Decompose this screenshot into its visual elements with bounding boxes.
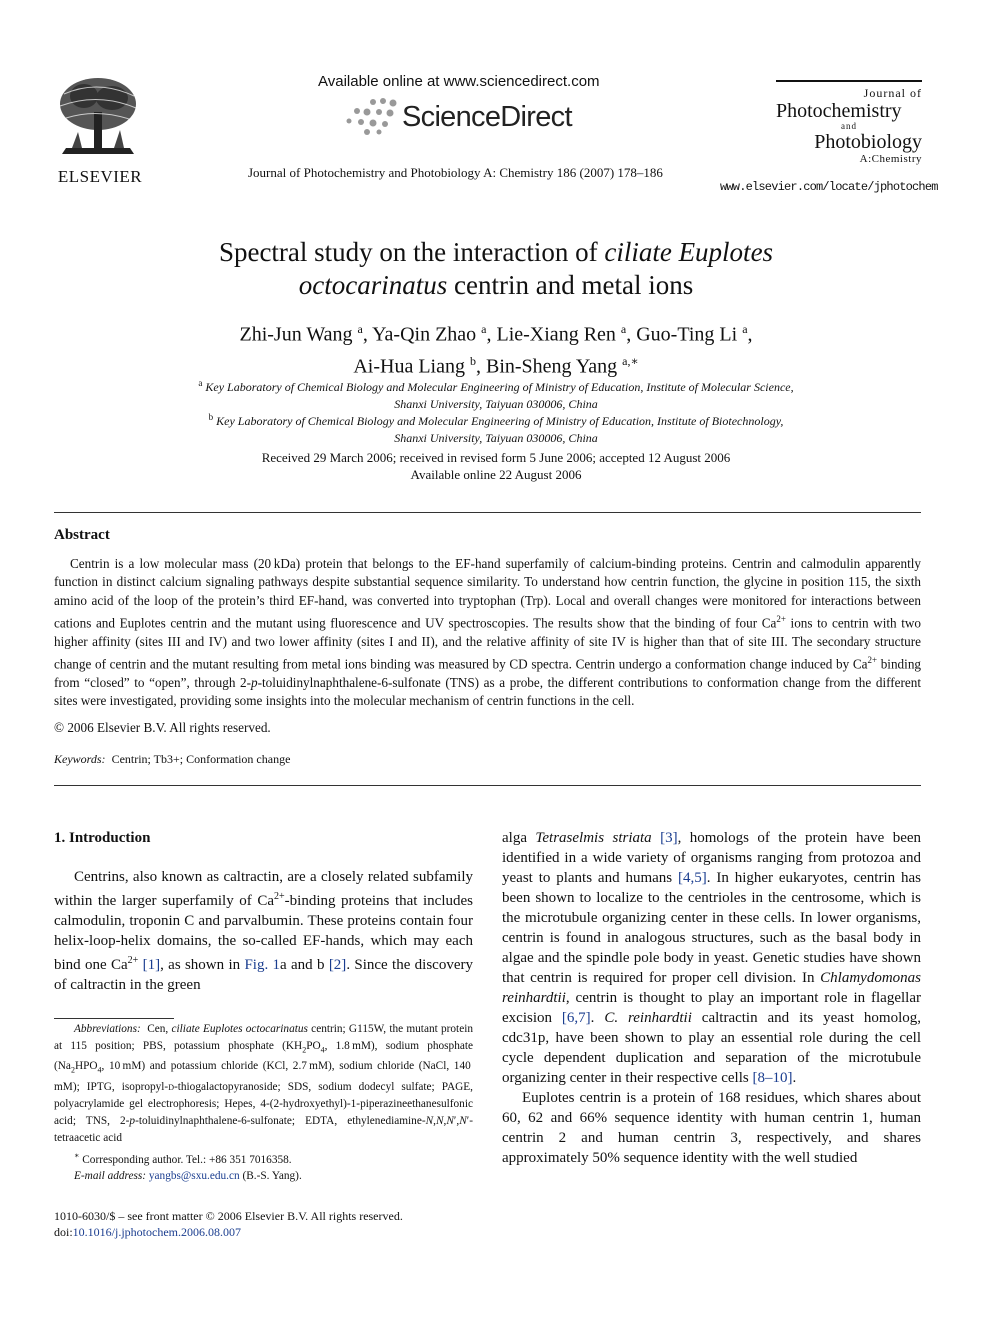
keywords-label: Keywords: bbox=[54, 752, 106, 766]
ref-link[interactable]: [6,7] bbox=[561, 1010, 591, 1026]
doi-line bbox=[54, 1224, 403, 1240]
keywords-values: Centrin; Tb3+; Conformation change bbox=[111, 752, 291, 766]
affil-line2: Shanxi University, Taiyuan 030006, China bbox=[394, 431, 598, 445]
journal-box-rule bbox=[776, 80, 922, 82]
email-link[interactable]: yangbs@sxu.edu.cn bbox=[148, 1170, 240, 1183]
ref-link[interactable]: [2] bbox=[328, 957, 347, 973]
title-italic1: ciliate Euplotes bbox=[604, 237, 774, 267]
journal-url[interactable]: www.elsevier.com/locate/jphotochem bbox=[720, 180, 938, 194]
publisher-name: ELSEVIER bbox=[57, 167, 143, 186]
ref-link[interactable]: [3] bbox=[660, 830, 678, 846]
intro-paragraph-1: Centrins, also known as caltractin, are a closely related subfamily within the larger superfamily of $Ca^{2+}$-binding proteins that includes calmodulin, troponin C and parvalbumin. These proteins contain four helix-loop-helix domains, the so-called EF-hands, which may each bind one $Ca^{2+}$ [1], as shown in Fig. 1a and b [2]. Since the discovery of caltractin in the green bbox=[54, 869, 473, 993]
abstract-text: Centrin is a low molecular mass (20 kDa) protein that belongs to the EF-hand superfamily of calcium-binding proteins. Centrin and calmodulin apparently function in distinct calcium signaling pathways despite substantial sequence similarity. To understand how centrin function, the glycine in position 115, the sixth amino acid of the loop of the protein’s third EF-hand, was converted into tryptophan (Trp). Local and overall changes were monitored for interactions between cations and Euplotes centrin and the mutant using fluorescence and UV spectroscopies. The results show that the binding of four $Ca^{2+}$ ions to centrin with two higher affinity (sites III and IV) and two lower affinity (sites I and II), and the relative affinity of site IV is higher than that of site III. The secondary structure change of centrin and the mutant resulting from metal ions binding was measured by CD spectra. Centrin undergo a conformation change induced by $Ca^{2+}$ binding from “closed” to “open”, through 2-p-toluidinylnaphthalene-6-sulfonate (TNS) as a probe, the different contributions to conformation change from the different sites were investigated, providing some insights into the molecular mechanism of centrin functions in the cell. bbox=[54, 556, 922, 708]
abbreviations-footnote: Abbreviations: Cen, ciliate Euplotes octocarinatus centrin; G115W, the mutant protein at 115 position; PBS, potassium phosphate ($KH_2PO_4$, 1.8 mM), sodium phosphate ($Na_2HPO_4$, 10 mM) and potassium chloride (KCl, 2.7 mM), sodium chloride (NaCl, 140 mM); IPTG, isopropyl-d-thiogalactopyranoside; SDS, sodium dodecyl sulfate; PAGE, polyacrylamide gel electrophoresis; Hepes, 4-(2-hydroxyethyl)-1-piperazineethanesulfonic acid; TNS, 2-p-toluidinylnaphthalene-6-sulfonate; EDTA, ethylenediamine-N,N,N′,N′-tetraacetic acid bbox=[54, 1023, 474, 1144]
affil-line1: Key Laboratory of Chemical Biology and Molecular Engineering of Ministry of Education, Institute of Biotechnology, bbox=[216, 414, 784, 428]
ref-link[interactable]: [4,5] bbox=[677, 870, 707, 886]
author-sup: a bbox=[620, 322, 627, 336]
column-right bbox=[502, 828, 921, 1168]
author-list: Zhi-Jun Wang $^a$, Ya-Qin Zhao $^a$, Lie-Xiang Ren $^a$, Guo-Ting Li $^a$, Ai-Hua Liang $^b$, Bin-Sheng Yang $^{a,∗}$ bbox=[239, 322, 753, 378]
doi-label: doi: bbox=[54, 1225, 73, 1239]
journal-box-line2: Photochemistry bbox=[776, 100, 902, 122]
email-footnote bbox=[54, 1168, 473, 1185]
available-date: Available online 22 August 2006 bbox=[410, 467, 582, 482]
abstract-heading: Abstract bbox=[54, 527, 110, 543]
author-name: Zhi-Jun Wang bbox=[239, 323, 353, 346]
ref-link[interactable]: [1] bbox=[142, 957, 161, 973]
email-label: E-mail address: bbox=[74, 1170, 147, 1183]
author-name: Ya-Qin Zhao bbox=[372, 323, 477, 346]
author-sup: a bbox=[481, 322, 487, 336]
affil-mark: b bbox=[208, 412, 214, 422]
article-dates bbox=[60, 449, 932, 483]
received-dates: Received 29 March 2006; received in revised form 5 June 2006; accepted 12 August 2006 bbox=[261, 450, 731, 465]
author-sup: a bbox=[742, 322, 748, 336]
author-name: Guo-Ting Li bbox=[636, 323, 738, 346]
ref-link[interactable]: [8–10] bbox=[752, 1070, 793, 1086]
available-online-text: Available online at www.sciencedirect.com bbox=[318, 73, 600, 90]
elsevier-tree-icon bbox=[54, 74, 142, 160]
affiliation-a bbox=[60, 375, 932, 413]
author-name: Lie-Xiang Ren bbox=[496, 323, 616, 346]
sciencedirect-brand: ScienceDirect bbox=[402, 101, 572, 133]
author-sup: b bbox=[470, 353, 476, 368]
section-heading-introduction: 1. Introduction bbox=[54, 830, 151, 846]
fig-link[interactable]: Fig. 1 bbox=[244, 957, 281, 973]
divider-bottom bbox=[54, 785, 921, 786]
corresponding-footnote: ∗ Corresponding author. Tel.: +86 351 7016358. bbox=[74, 1150, 292, 1166]
journal-box-line5: A:Chemistry bbox=[859, 153, 922, 165]
keywords bbox=[54, 752, 290, 767]
sciencedirect-dots-icon bbox=[345, 97, 401, 137]
article-title bbox=[60, 236, 932, 302]
email-suffix: (B.-S. Yang). bbox=[239, 1170, 302, 1183]
abstract-body bbox=[54, 555, 921, 710]
author-sup: a bbox=[357, 322, 363, 336]
front-matter bbox=[54, 1208, 403, 1240]
journal-citation: Journal of Photochemistry and Photobiology A: Chemistry 186 (2007) 178–186 bbox=[248, 165, 663, 180]
author-sup: a,∗ bbox=[622, 353, 639, 368]
publisher-logo bbox=[54, 74, 146, 187]
journal-title-box bbox=[776, 80, 922, 165]
title-part2: centrin and metal ions bbox=[447, 270, 694, 300]
journal-box-line4: Photobiology bbox=[814, 131, 922, 153]
title-part1: Spectral study on the interaction of bbox=[218, 237, 605, 267]
footnote-rule bbox=[54, 1018, 174, 1019]
corresponding-text: Corresponding author. Tel.: +86 351 7016358. bbox=[82, 1153, 292, 1166]
column-left bbox=[54, 828, 473, 995]
issn-line: 1010-6030/$ – see front matter © 2006 Elsevier B.V. All rights reserved. bbox=[54, 1209, 403, 1223]
author-name: Bin-Sheng Yang bbox=[486, 355, 618, 378]
doi-link[interactable]: 10.1016/j.jphotochem.2006.08.007 bbox=[72, 1225, 241, 1239]
affil-line2: Shanxi University, Taiyuan 030006, China bbox=[394, 397, 598, 411]
journal-box-line3: and bbox=[841, 121, 857, 131]
abstract-copyright: © 2006 Elsevier B.V. All rights reserved. bbox=[54, 720, 271, 735]
affil-line1: Key Laboratory of Chemical Biology and Molecular Engineering of Ministry of Education, Institute of Molecular Science, bbox=[205, 380, 794, 394]
footnotes bbox=[54, 1021, 473, 1185]
affiliation-b bbox=[60, 409, 932, 447]
author-name: Ai-Hua Liang bbox=[353, 355, 465, 378]
journal-box-line1: Journal of bbox=[863, 86, 922, 100]
intro-paragraph-1-cont: alga Tetraselmis striata [3], homologs of the protein have been identified in a wide variety of organisms ranging from protozoa and yeast to plants and humans [4,5]. In higher eukaryotes, centrin has been shown to localize to the centrioles in the centrosome, which is the microtubule organizing center in these cells. In lower organisms, centrin is found in analogous structures, such as the basal body in algae and the spindle pole body in yeast. Genetic studies have shown that centrin is required for proper cell division. In Chlamydomonas reinhardtii, centrin is thought to play an important role in flagellar excision [6,7]. C. reinhardtii caltractin and its yeast homolog, cdc31p, have been shown to play an essential role during the cell cycle dependent duplication and separation of the microtubule organizing center in their respective cells [8–10]. bbox=[502, 830, 922, 1086]
affil-mark: a bbox=[198, 378, 203, 388]
divider-top bbox=[54, 512, 921, 513]
title-italic2: octocarinatus bbox=[298, 270, 448, 300]
intro-paragraph-2: Euplotes centrin is a protein of 168 residues, which shares about 60, 62 and 66% sequence identity with human centrin 1, human centrin 2 and human centrin 3, respectively, and shares approximately 50% sequence identity with the well studied bbox=[502, 1090, 921, 1166]
